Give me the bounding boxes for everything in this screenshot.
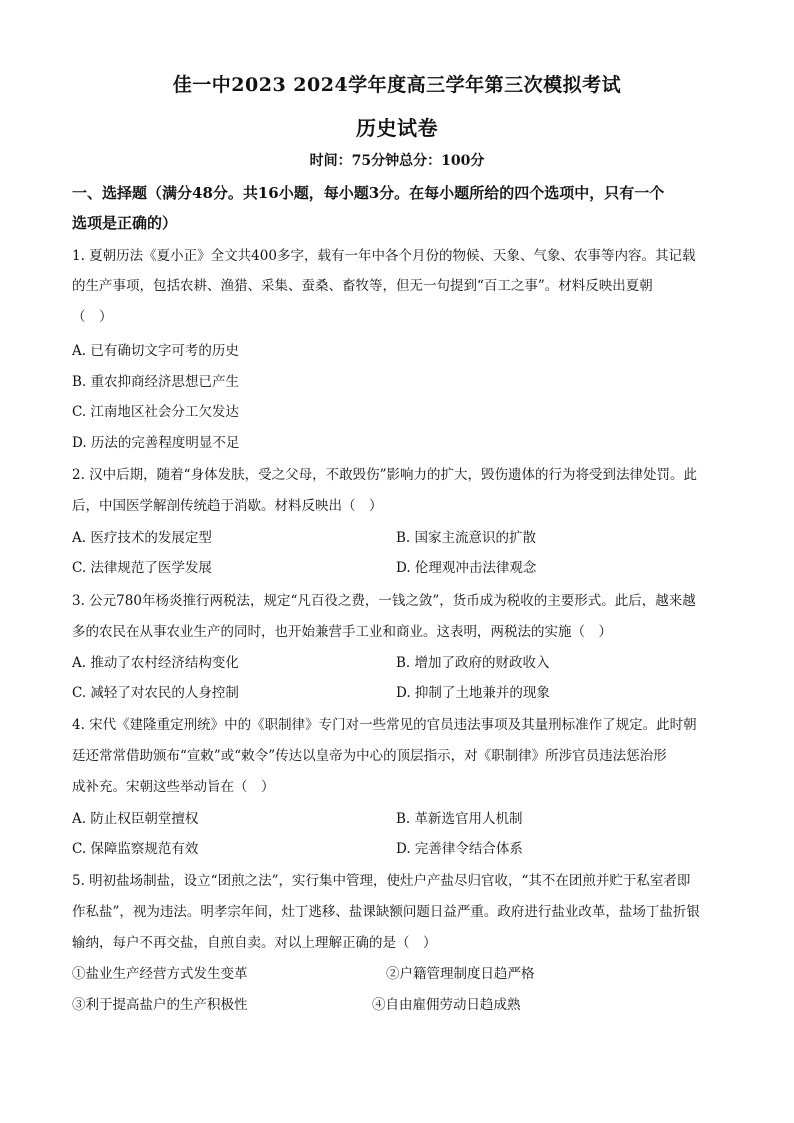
exam-title: 佳一中2023 2024学年度高三学年第三次模拟考试	[172, 74, 622, 96]
question-1-option-d: D. 历法的完善程度明显不足	[72, 435, 240, 451]
question-4-option-d: D. 完善律令结合体系	[396, 841, 523, 857]
question-2-option-a: A. 医疗技术的发展定型	[72, 530, 212, 546]
question-5-statement-1: ①盐业生产经营方式发生变革	[72, 966, 248, 982]
question-1-text-cont: 的生产事项，包括农耕、渔猎、采集、蚕桑、畜牧等，但无一句提到“百工之事”。材料反映出夏朝	[72, 278, 653, 294]
question-4-text-cont: 廷还常常借助颁布“宣敕”或“敕令”传达以皇帝为中心的顶层指示，对《职制律》所涉官员违法惩治形	[72, 748, 667, 764]
question-5-statement-3: ③利于提高盐户的生产积极性	[72, 997, 248, 1013]
question-1-text: 1. 夏朝历法《夏小正》全文共400多字，载有一年中各个月份的物候、天象、气象、农事等内容。其记载	[72, 248, 696, 264]
question-2-text-cont: 后，中国医学解剖传统趋于消歇。材料反映出（ ）	[72, 498, 383, 514]
question-3-option-c: C. 减轻了对农民的人身控制	[72, 685, 239, 701]
question-1-option-c: C. 江南地区社会分工欠发达	[72, 404, 239, 420]
question-3-option-d: D. 抑制了土地兼并的现象	[396, 685, 550, 701]
question-2-option-d: D. 伦理观冲击法律观念	[396, 560, 537, 576]
question-4-option-c: C. 保障监察规范有效	[72, 841, 199, 857]
question-3-option-a: A. 推动了农村经济结构变化	[72, 655, 239, 671]
question-5-text-cont: 作私盐”，视为违法。明孝宗年间，灶丁逃移、盐课缺额问题日益严重。政府进行盐业改革，盐场丁盐折银	[72, 904, 700, 920]
question-4-option-b: B. 革新选官用人机制	[396, 811, 523, 827]
question-2-option-c: C. 法律规范了医学发展	[72, 560, 212, 576]
question-5-text: 5. 明初盐场制盐，设立“团煎之法”，实行集中管理，使灶户产盐尽归官收，“其不在团煎并贮于私室者即	[72, 873, 691, 889]
question-3-text-cont: 多的农民在从事农业生产的同时，也开始兼营手工业和商业。这表明，两税法的实施（ ）	[72, 624, 612, 640]
question-5-statement-2: ②户籍管理制度日趋严格	[386, 966, 535, 982]
question-3-option-b: B. 增加了政府的财政收入	[396, 655, 550, 671]
question-1-option-a: A. 已有确切文字可考的历史	[72, 343, 239, 359]
question-4-text-cont-2: 成补充。宋朝这些举动旨在（ ）	[72, 779, 275, 795]
question-4-text: 4. 宋代《建隆重定刑统》中的《职制律》专门对一些常见的官员违法事项及其量刑标准作了规定。此时朝	[72, 717, 697, 733]
question-1-option-b: B. 重农抑商经济思想已产生	[72, 374, 240, 390]
question-3-text: 3. 公元780年杨炎推行两税法，规定“凡百役之费，一钱之敛”，货币成为税收的主要形式。此后，越来越	[72, 593, 696, 609]
question-1-blank: （ ）	[72, 309, 113, 325]
question-5-statement-4: ④自由雇佣劳动日趋成熟	[372, 997, 521, 1013]
question-2-option-b: B. 国家主流意识的扩散	[396, 530, 537, 546]
subject-title: 历史试卷	[356, 116, 438, 140]
question-2-text: 2. 汉中后期，随着“身体发肤，受之父母，不敢毁伤”影响力的扩大，毁伤遗体的行为将受到法律处罚。此	[72, 467, 697, 483]
question-5-text-cont-2: 输纳，每户不再交盐，自煎自卖。对以上理解正确的是（ ）	[72, 935, 437, 951]
question-4-option-a: A. 防止权臣朝堂擅权	[72, 811, 199, 827]
section-heading-cont: 选项是正确的）	[72, 214, 178, 232]
section-heading: 一、选择题（满分48分。共16小题，每小题3分。在每小题所给的四个选项中，只有一个	[72, 184, 665, 202]
exam-meta: 时间：75分钟总分：100分	[309, 153, 485, 169]
